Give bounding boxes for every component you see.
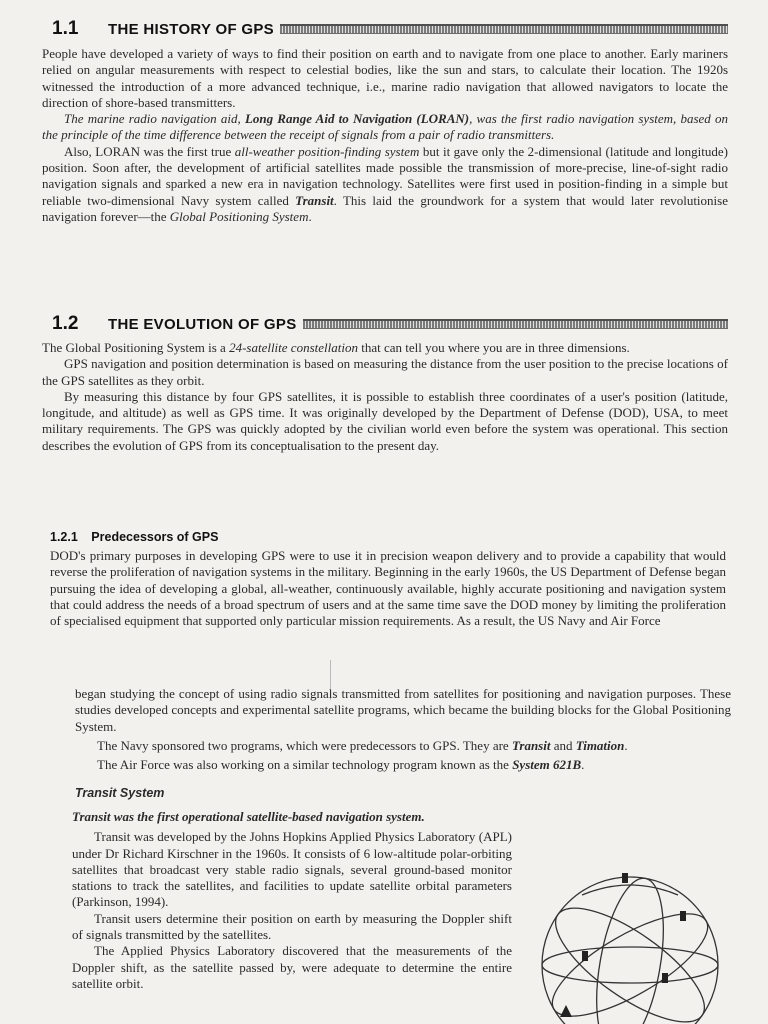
section-title: THE EVOLUTION OF GPS (108, 315, 297, 333)
section-heading-history (52, 18, 728, 40)
transit-lead: Transit was the first operational satellite-based navigation system. (72, 809, 425, 824)
heading-rule (303, 319, 728, 329)
satellite-icon (662, 973, 668, 983)
satellite-icon (582, 951, 588, 961)
loran-term: Long Range Aid to Navigation (LORAN) (244, 111, 470, 127)
paragraph-air-force: The Air Force was also working on a similar technology program known as the System 621B. (97, 757, 585, 773)
section-number: 1.2 (52, 313, 79, 334)
subsection-title: Predecessors of GPS (91, 530, 219, 544)
paragraph: The Applied Physics Laboratory discovered that the measurements of the Doppler shift, as the satellite passed by, were adequate to determine the entire satellite orbit. (72, 943, 512, 991)
orbit-ring (540, 888, 721, 1024)
transit-heading: Transit System (75, 786, 165, 800)
subsection-body (50, 548, 726, 629)
paragraph: GPS navigation and position determination is based on measuring the distance from the user position to the precise locations of the GPS satellites as they orbit. (42, 356, 728, 388)
paragraph: People have developed a variety of ways to find their position on earth and to navigate from one place to another. Early mariners relied on angular measurements with respect to celestial bodies, like the sun and stars, to calculate their location. The 1920s witnessed the introduction of a more advanced technique, i.e., marine radio navigation that allowed navigators to locate the direction of shore-based transmitters. (42, 46, 728, 110)
paragraph: DOD's primary purposes in developing GPS were to use it in precision weapon delivery and to provide a capability that would reverse the proliferation of navigation systems in the military. Beginning in the early 1960s, the US Department of Defense began pursuing the idea of developing a global, all-weather, continuously available, highly accurate positioning and navigation system that could address the needs of a broad spectrum of users and at the same time save the DOD money by limiting the proliferation of specialised equipment that supported only particular mission requirements. As a result, the US Navy and Air Force (50, 548, 726, 629)
satellite-icon (622, 873, 628, 883)
orbit-arc (582, 885, 678, 895)
section-history-body (42, 46, 728, 225)
paragraph: The Global Positioning System is a 24-satellite constellation that can tell you where you are in three dimensions. (42, 340, 630, 355)
transit-term: Transit (295, 192, 334, 208)
paragraph: Transit was developed by the Johns Hopkins Applied Physics Laboratory (APL) under Dr Richard Kirschner in the 1960s. It consists of 6 low-altitude polar-orbiting satellites that broadcast very stable radio signals, several ground-based monitor stations to track the satellites, and facilities to update satellite orbital parameters (Parkinson, 1994). (72, 829, 512, 910)
paragraph: began studying the concept of using radio signals transmitted from satellites for positioning and navigation purposes. These studies developed concepts and experimental satellite programs, which became the building blocks for the Global Positioning System. (75, 686, 731, 734)
paragraph: Transit users determine their position on earth by measuring the Doppler shift of signals transmitted by the satellites. (72, 910, 512, 943)
section-title: THE HISTORY OF GPS (108, 20, 274, 38)
subsection-number: 1.2.1 (50, 530, 78, 544)
section-number: 1.1 (52, 18, 79, 39)
paragraph-transit-intro: Also, LORAN was the first true all-weather position-finding system but it gave only the 2-dimensional (latitude and longitude) position. Soon after, the development of artificial satellites made possible the transmission of more-precise, line-of-sight radio navigation signals and sparked a new era in navigation technology. Satellites were first used in position-finding in a simple but reliable two-dimensional Navy system called Transit. This laid the groundwork for a system that would later revolutionise navigation forever—the Global Positioning System. (42, 143, 728, 224)
paragraph: By measuring this distance by four GPS satellites, it is possible to establish three coordinates of a user's position (latitude, longitude, and altitude) as well as GPS time. It was originally developed by the Department of Defense (DOD), USA, to meet military requirements. The GPS was quickly adopted by the civilian world even before the system was operational. This section describes the evolution of GPS from its conceptualisation to the present day. (42, 388, 728, 453)
paragraph-navy-programs: The Navy sponsored two programs, which were predecessors to GPS. They are Transit and Timation. (97, 737, 628, 753)
orbit-ring (539, 895, 721, 1024)
orbit-ring (542, 947, 718, 983)
section-heading-evolution (52, 313, 728, 335)
section-evolution-body (42, 340, 728, 454)
subsection-heading (50, 530, 218, 544)
satellite-icon (680, 911, 686, 921)
transit-body (72, 809, 512, 992)
arrow-marker-icon (560, 1005, 572, 1017)
paragraph-loran: The marine radio navigation aid, Long Range Aid to Navigation (LORAN), was the first radio navigation system, based on the principle of the time difference between the receipt of signals from a pair of radio transmitters. (42, 111, 728, 143)
satellite-orbit-globe-icon (522, 855, 744, 1024)
subsection-continued (75, 686, 731, 773)
heading-rule (280, 24, 728, 34)
